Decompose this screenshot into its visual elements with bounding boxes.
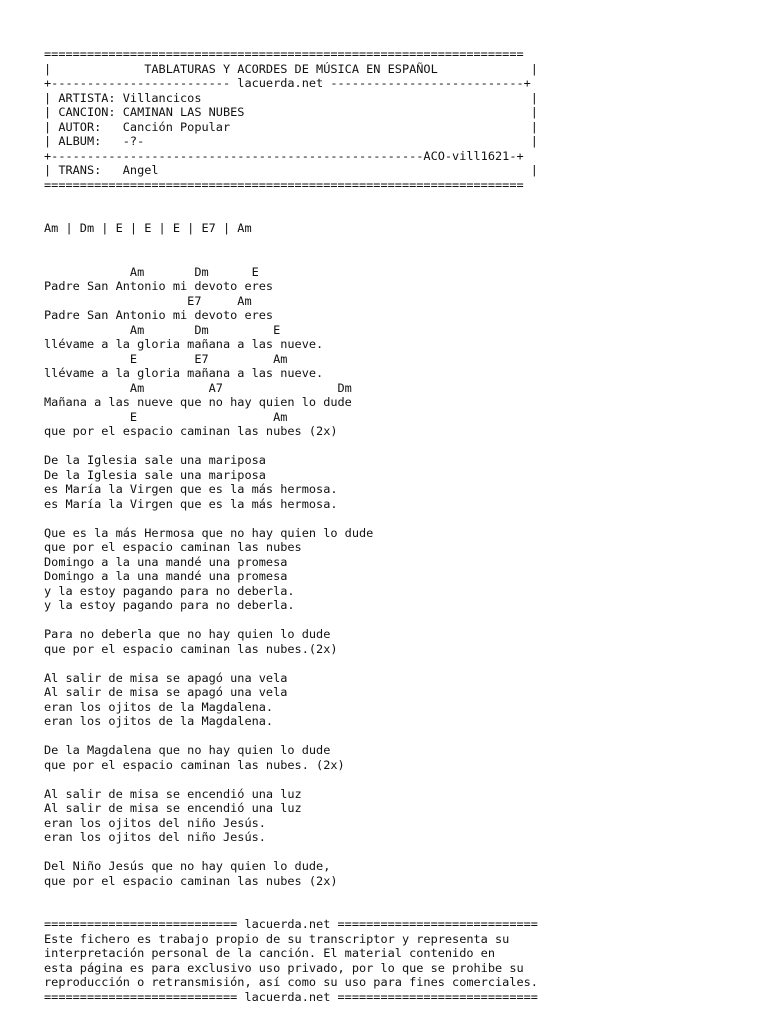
lyric-line: Al salir de misa se apagó una vela xyxy=(44,685,288,699)
footer-notice xyxy=(44,917,724,1004)
chord-line: Am A7 Dm xyxy=(44,380,352,395)
lyric-line: eran los ojitos del niño Jesús. xyxy=(44,830,266,844)
lyric-line: Al salir de misa se encendió una luz xyxy=(44,786,302,801)
header-rule-bottom: =================================================================== xyxy=(44,177,524,192)
lyric-line: que por el espacio caminan las nubes (2x) xyxy=(44,424,338,438)
lyric-line: que por el espacio caminan las nubes.(2x) xyxy=(44,641,338,656)
notice-line: interpretación personal de la canción. El material contenido en xyxy=(44,946,496,960)
chord-line: E E7 Am xyxy=(44,351,288,366)
lyric-line: eran los ojitos del niño Jesús. xyxy=(44,815,266,830)
lyric-line: llévame a la gloria mañana a las nueve. xyxy=(44,366,324,380)
header-album: | ALBUM: -?- | xyxy=(44,134,538,148)
stanza xyxy=(44,526,724,613)
lyric-line: Domingo a la una mandé una promesa xyxy=(44,569,288,583)
chord-line: Am Dm E xyxy=(44,322,281,337)
lyric-line: llévame a la gloria mañana a las nueve. xyxy=(44,337,324,351)
lyric-line: Al salir de misa se apagó una vela xyxy=(44,670,288,685)
header-box xyxy=(44,47,724,192)
stanza xyxy=(44,671,724,729)
stanza xyxy=(44,859,724,888)
lyric-line: es María la Virgen que es la más hermosa. xyxy=(44,482,338,496)
song-document xyxy=(44,47,724,1004)
header-author: | AUTOR: Canción Popular | xyxy=(44,119,538,134)
footer-rule-bottom: =========================== lacuerda.net ============================ xyxy=(44,989,538,1004)
lyric-line: y la estoy pagando para no deberla. xyxy=(44,583,295,598)
header-site: +------------------------- lacuerda.net ---------------------------+ xyxy=(44,76,531,90)
notice-line: reproducción o retransmisión, así como su uso para fines comerciales. xyxy=(44,975,538,989)
lyric-line: es María la Virgen que es la más hermosa. xyxy=(44,496,338,511)
header-song: | CANCION: CAMINAN LAS NUBES | xyxy=(44,105,538,119)
header-artist: | ARTISTA: Villancicos | xyxy=(44,90,538,105)
lyric-line: De la Iglesia sale una mariposa xyxy=(44,453,266,467)
chord-line: E7 Am xyxy=(44,293,252,308)
lyric-line: Mañana a las nueve que no hay quien lo dude xyxy=(44,395,352,409)
intro-progression: Am | Dm | E | E | E | E7 | Am xyxy=(44,221,252,235)
header-title: | TABLATURAS Y ACORDES DE MÚSICA EN ESPAÑOL | xyxy=(44,61,538,76)
chord-line: Am Dm E xyxy=(44,264,259,279)
header-rule-top: =================================================================== xyxy=(44,47,524,61)
header-id: +----------------------------------------------------ACO-vill1621-+ xyxy=(44,148,524,163)
lyric-line: eran los ojitos de la Magdalena. xyxy=(44,714,274,728)
stanza xyxy=(44,787,724,845)
lyric-line: Que es la más Hermosa que no hay quien lo dude xyxy=(44,525,374,540)
lyric-line: que por el espacio caminan las nubes (2x) xyxy=(44,873,338,888)
lyric-line: Padre San Antonio mi devoto eres xyxy=(44,308,274,322)
lyric-line: Al salir de misa se encendió una luz xyxy=(44,801,302,815)
notice-line: Este fichero es trabajo propio de su transcriptor y representa su xyxy=(44,931,510,946)
stanza xyxy=(44,627,724,656)
header-trans: | TRANS: Angel | xyxy=(44,163,538,177)
notice-line: esta página es para exclusivo uso privado, por lo que se prohibe su xyxy=(44,960,524,975)
lyric-line: De la Magdalena que no hay quien lo dude xyxy=(44,743,331,757)
lyric-line: que por el espacio caminan las nubes. (2x) xyxy=(44,757,345,772)
lyric-line: Padre San Antonio mi devoto eres xyxy=(44,279,274,293)
footer-rule-top: =========================== lacuerda.net ============================ xyxy=(44,917,538,931)
lyric-line: Para no deberla que no hay quien lo dude xyxy=(44,627,331,641)
lyric-line: y la estoy pagando para no deberla. xyxy=(44,598,295,612)
stanza xyxy=(44,453,724,511)
lyric-line: que por el espacio caminan las nubes xyxy=(44,540,302,554)
lyric-line: De la Iglesia sale una mariposa xyxy=(44,467,266,482)
lyric-line: eran los ojitos de la Magdalena. xyxy=(44,699,274,714)
verse-1 xyxy=(44,265,724,439)
lyric-line: Del Niño Jesús que no hay quien lo dude, xyxy=(44,859,331,873)
lyric-line: Domingo a la una mandé una promesa xyxy=(44,554,288,569)
chord-line: E Am xyxy=(44,409,288,424)
stanza xyxy=(44,743,724,772)
